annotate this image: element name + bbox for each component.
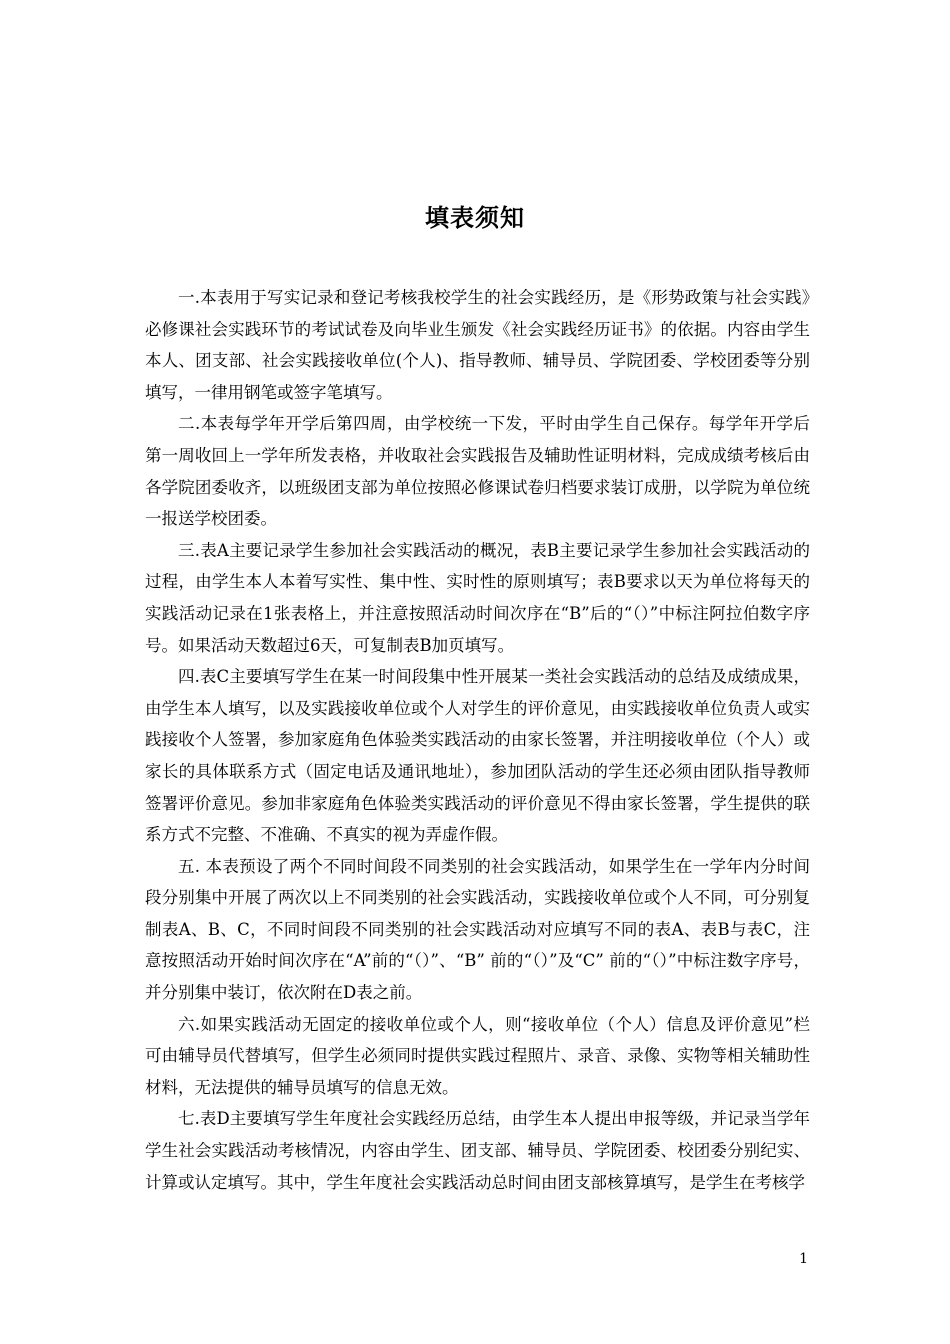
paragraph-2: 二.本表每学年开学后第四周，由学校统一下发，平时由学生自己保存。每学年开学后第一周收回上一学年所发表格，并收取社会实践报告及辅助性证明材料，完成成绩考核后由各学院团委收齐，以班级团支部为单位按照必修课试卷归档要求装订成册，以学院为单位统一报送学校团委。 [145, 414, 810, 529]
document-body [145, 282, 810, 1198]
paragraph-4: 四.表C主要填写学生在某一时间段集中性开展某一类社会实践活动的总结及成绩成果，由学生本人填写，以及实践接收单位或个人对学生的评价意见，由实践接收单位负责人或实践接收个人签署，参加家庭角色体验类实践活动的由家长签署，并注明接收单位（个人）或家长的具体联系方式（固定电话及通讯地址），参加团队活动的学生还必须由团队指导教师签署评价意见。参加非家庭角色体验类实践活动的评价意见不得由家长签署，学生提供的联系方式不完整、不准确、不真实的视为弄虚作假。 [145, 667, 810, 845]
paragraph-7: 七.表D主要填写学生年度社会实践经历总结，由学生本人提出申报等级，并记录当学年学生社会实践活动考核情况，内容由学生、团支部、辅导员、学院团委、校团委分别纪实、计算或认定填写。其中，学生年度社会实践活动总时间由团支部核算填写，是学生在考核学 [145, 1109, 810, 1192]
paragraph-6: 六.如果实践活动无固定的接收单位或个人，则“接收单位（个人）信息及评价意见”栏可由辅导员代替填写，但学生必须同时提供实践过程照片、录音、录像、实物等相关辅助性材料，无法提供的辅导员填写的信息无效。 [145, 1014, 810, 1097]
paragraph-3: 三.表A主要记录学生参加社会实践活动的概况，表B主要记录学生参加社会实践活动的过程，由学生本人本着写实性、集中性、实时性的原则填写；表B要求以天为单位将每天的实践活动记录在1张表格上，并注意按照活动时间次序在“B”后的“（）”中标注阿拉伯数字序号。如果活动天数超过6天，可复制表B加页填写。 [145, 540, 810, 655]
paragraph-5: 五. 本表预设了两个不同时间段不同类别的社会实践活动，如果学生在一学年内分时间段分别集中开展了两次以上不同类别的社会实践活动，实践接收单位或个人不同，可分别复制表A、B、C，不同时间段不同类别的社会实践活动对应填写不同的表A、表B与表C，注意按照活动开始时间次序在“A”前的“（）”、“B” 前的“（）”及“C” 前的“（）”中标注数字序号，并分别集中装订，依次附在D表之前。 [145, 856, 810, 1003]
page-number: 1 [799, 1251, 808, 1267]
document-title: 填表须知 [425, 203, 525, 232]
paragraph-1: 一.本表用于写实记录和登记考核我校学生的社会实践经历，是《形势政策与社会实践》必修课社会实践环节的考试试卷及向毕业生颁发《社会实践经历证书》的依据。内容由学生本人、团支部、社会实践接收单位(个人)、指导教师、辅导员、学院团委、学校团委等分别填写，一律用钢笔或签字笔填写。 [145, 288, 810, 402]
